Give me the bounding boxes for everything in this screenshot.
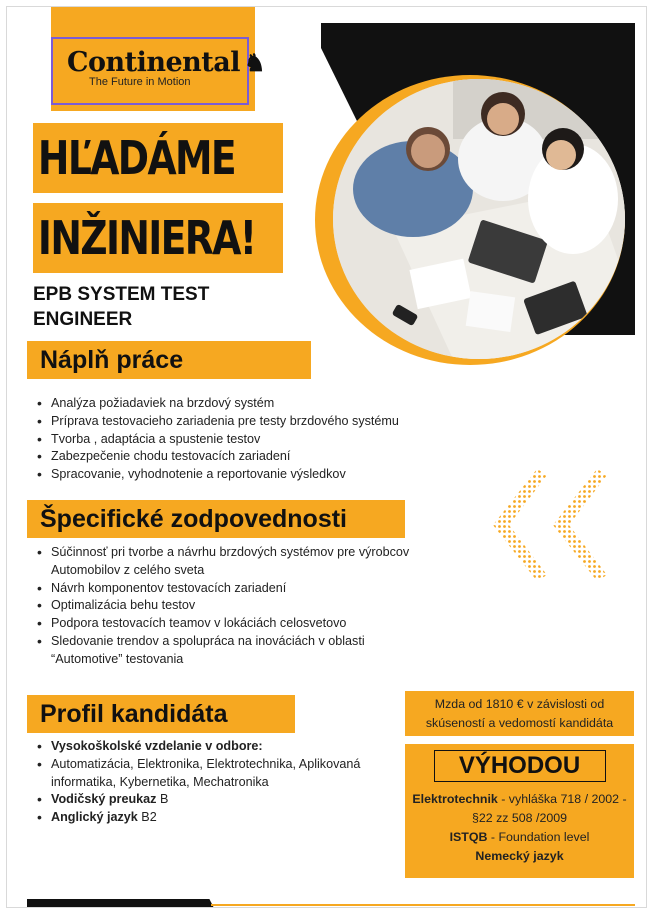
list-item: • Zabezpečenie chodu testovacích zariadení xyxy=(37,448,477,466)
duties-list xyxy=(37,395,477,484)
responsibilities-heading: Špecifické zodpovednosti xyxy=(40,505,348,533)
responsibilities-heading-box xyxy=(27,500,405,538)
headline-line1: HĽADÁME xyxy=(37,131,236,185)
duties-heading-box xyxy=(27,341,311,379)
list-item: • Automatizácia, Elektronika, Elektrotechnika, Aplikovaná informatika, Kybernetika, Mechatronika xyxy=(37,756,407,792)
profile-list xyxy=(37,738,407,827)
bottom-accent-line xyxy=(211,904,635,906)
list-item: • Tvorba , adaptácia a spustenie testov xyxy=(37,431,477,449)
headline-line2-box xyxy=(33,203,283,273)
headline-line2: INŽINIERA! xyxy=(37,211,256,265)
benefit-electro: Elektrotechnik - vyhláška 718 / 2002 - §22 zz 508 /2009 xyxy=(412,792,627,825)
english-label: Anglický jazyk xyxy=(51,810,138,825)
benefit-istqb: ISTQB - Foundation level xyxy=(449,830,590,844)
headline-line1-box xyxy=(33,123,283,193)
list-item: • Sledovanie trendov a spolupráca na inováciách v oblasti “Automotive” testovania xyxy=(37,633,437,669)
responsibilities-list xyxy=(37,544,437,669)
english-value: B2 xyxy=(137,810,157,825)
list-item xyxy=(37,791,407,809)
license-label: Vodičský preukaz xyxy=(51,792,157,807)
salary-box xyxy=(405,691,634,736)
team-meeting-photo xyxy=(333,79,625,359)
flyer-page xyxy=(6,6,647,908)
license-value: B xyxy=(156,792,169,807)
list-item: • Príprava testovacieho zariadenia pre testy brzdového systému xyxy=(37,413,477,431)
list-item: • Návrh komponentov testovacích zariadení xyxy=(37,580,437,598)
benefits-box xyxy=(405,744,634,878)
list-item: • Podpora testovacích teamov v lokáciách celosvetovo xyxy=(37,615,437,633)
benefit-german: Nemecký jazyk xyxy=(475,849,564,863)
horse-icon: ♞ xyxy=(244,48,266,77)
education-label: Vysokoškolské vzdelanie v odbore: xyxy=(51,739,263,753)
team-photo-illustration xyxy=(333,79,625,359)
list-item: • Spracovanie, vyhodnotenie a reportovanie výsledkov xyxy=(37,466,477,484)
profile-heading: Profil kandidáta xyxy=(40,700,228,728)
list-item xyxy=(37,738,407,756)
logo-tagline: The Future in Motion xyxy=(89,76,191,88)
job-title: EPB SYSTEM TEST ENGINEER xyxy=(33,284,210,330)
duties-heading: Náplň práce xyxy=(40,346,184,374)
benefits-heading: VÝHODOU xyxy=(434,750,606,782)
profile-heading-box xyxy=(27,695,295,733)
list-item xyxy=(37,809,407,827)
list-item: • Súčinnosť pri tvorbe a návrhu brzdových systémov pre výrobcov Automobilov z celého sveta xyxy=(37,544,437,580)
continental-logo xyxy=(51,37,266,105)
salary-text: Mzda od 1810 € v závislosti od skúseností a vedomostí kandidáta xyxy=(425,697,614,730)
logo-brand: Continental xyxy=(67,47,241,78)
list-item: • Optimalizácia behu testov xyxy=(37,597,437,615)
list-item: • Analýza požiadaviek na brzdový systém xyxy=(37,395,477,413)
dotted-chevrons-decoration xyxy=(487,469,607,581)
